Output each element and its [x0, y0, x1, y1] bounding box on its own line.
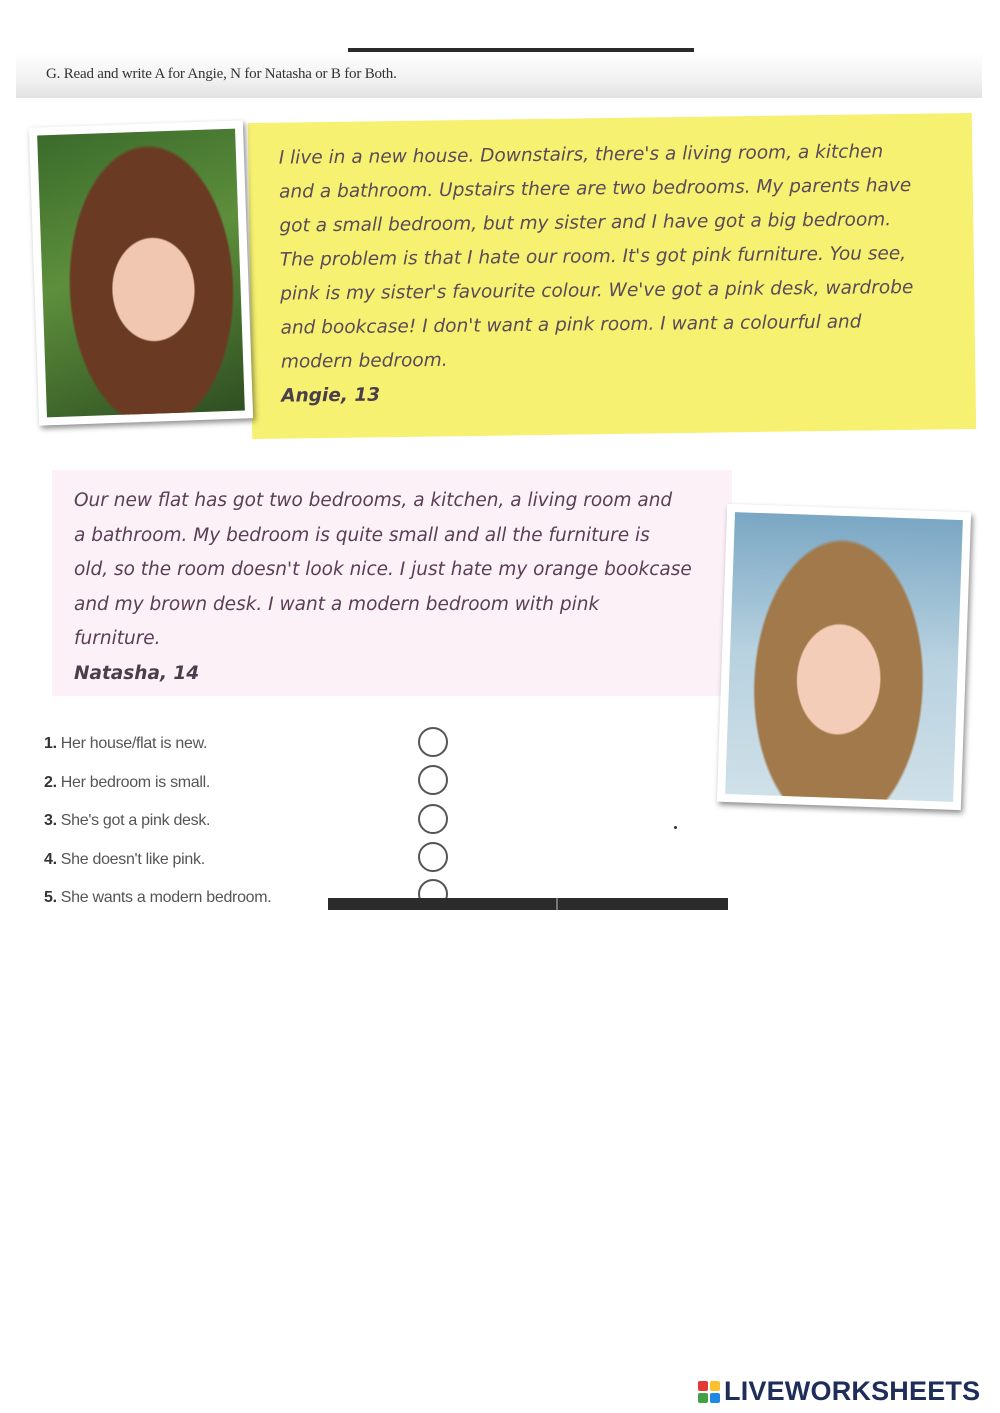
angie-line: and a bathroom. Upstairs there are two bedrooms. My parents have	[279, 174, 912, 203]
question-item	[44, 807, 271, 846]
question-text: She's got a pink desk.	[60, 812, 211, 829]
natasha-line: old, so the room doesn't look nice. I just hate my orange bookcase	[74, 559, 692, 580]
question-item	[44, 884, 271, 923]
question-text: She wants a modern bedroom.	[60, 889, 272, 906]
question-text: Her bedroom is small.	[60, 773, 211, 791]
stray-dot	[674, 826, 677, 829]
angie-photo	[29, 120, 253, 425]
logo-square-blue	[710, 1393, 720, 1403]
natasha-paragraph	[74, 484, 734, 691]
question-number: 3.	[44, 812, 57, 829]
angie-line: I live in a new house. Downstairs, there's a living room, a kitchen	[278, 141, 884, 169]
question-item	[44, 846, 271, 885]
question-item	[44, 730, 271, 769]
question-text: She doesn't like pink.	[60, 850, 205, 868]
answer-field-2[interactable]	[418, 765, 448, 795]
question-number: 1.	[44, 735, 57, 752]
question-item	[44, 769, 271, 808]
natasha-line: furniture.	[74, 628, 161, 649]
angie-signature: Angie, 13	[281, 384, 381, 407]
answer-field-1[interactable]	[418, 727, 448, 757]
angie-line: modern bedroom.	[280, 349, 448, 373]
question-number: 5.	[44, 889, 57, 906]
angie-paragraph	[279, 134, 972, 413]
answer-field-4[interactable]	[418, 842, 448, 872]
angie-line: and bookcase! I don't want a pink room. I want a colourful and	[280, 311, 862, 339]
question-list	[44, 730, 271, 923]
question-number: 4.	[44, 850, 57, 868]
logo-square-green	[698, 1393, 708, 1403]
bottom-bar	[328, 898, 728, 910]
instruction-text: G. Read and write A for Angie, N for Natasha or B for Both.	[46, 66, 397, 82]
logo-square-yellow	[710, 1381, 720, 1391]
natasha-photo	[717, 504, 971, 810]
logo-text: LIVEWORKSHEETS	[724, 1376, 981, 1406]
angie-line: The problem is that I hate our room. It's got pink furniture. You see,	[279, 243, 907, 271]
natasha-line: a bathroom. My bedroom is quite small and all the furniture is	[74, 524, 650, 546]
natasha-signature: Natasha, 14	[74, 662, 200, 684]
logo-square-red	[698, 1381, 708, 1391]
question-number: 2.	[44, 773, 57, 791]
bottom-bar-divider	[556, 898, 558, 910]
natasha-line: Our new flat has got two bedrooms, a kitchen, a living room and	[74, 490, 673, 511]
natasha-portrait-image	[725, 512, 963, 802]
question-text: Her house/flat is new.	[60, 735, 208, 752]
angie-line: got a small bedroom, but my sister and I have got a big bedroom.	[279, 209, 892, 237]
answer-field-3[interactable]	[418, 804, 448, 834]
natasha-line: and my brown desk. I want a modern bedroom with pink	[74, 593, 600, 615]
angie-portrait-image	[37, 129, 245, 418]
logo-icon	[698, 1381, 720, 1403]
liveworksheets-logo[interactable]	[698, 1376, 980, 1407]
angie-line: pink is my sister's favourite colour. We've got a pink desk, wardrobe	[280, 276, 914, 305]
